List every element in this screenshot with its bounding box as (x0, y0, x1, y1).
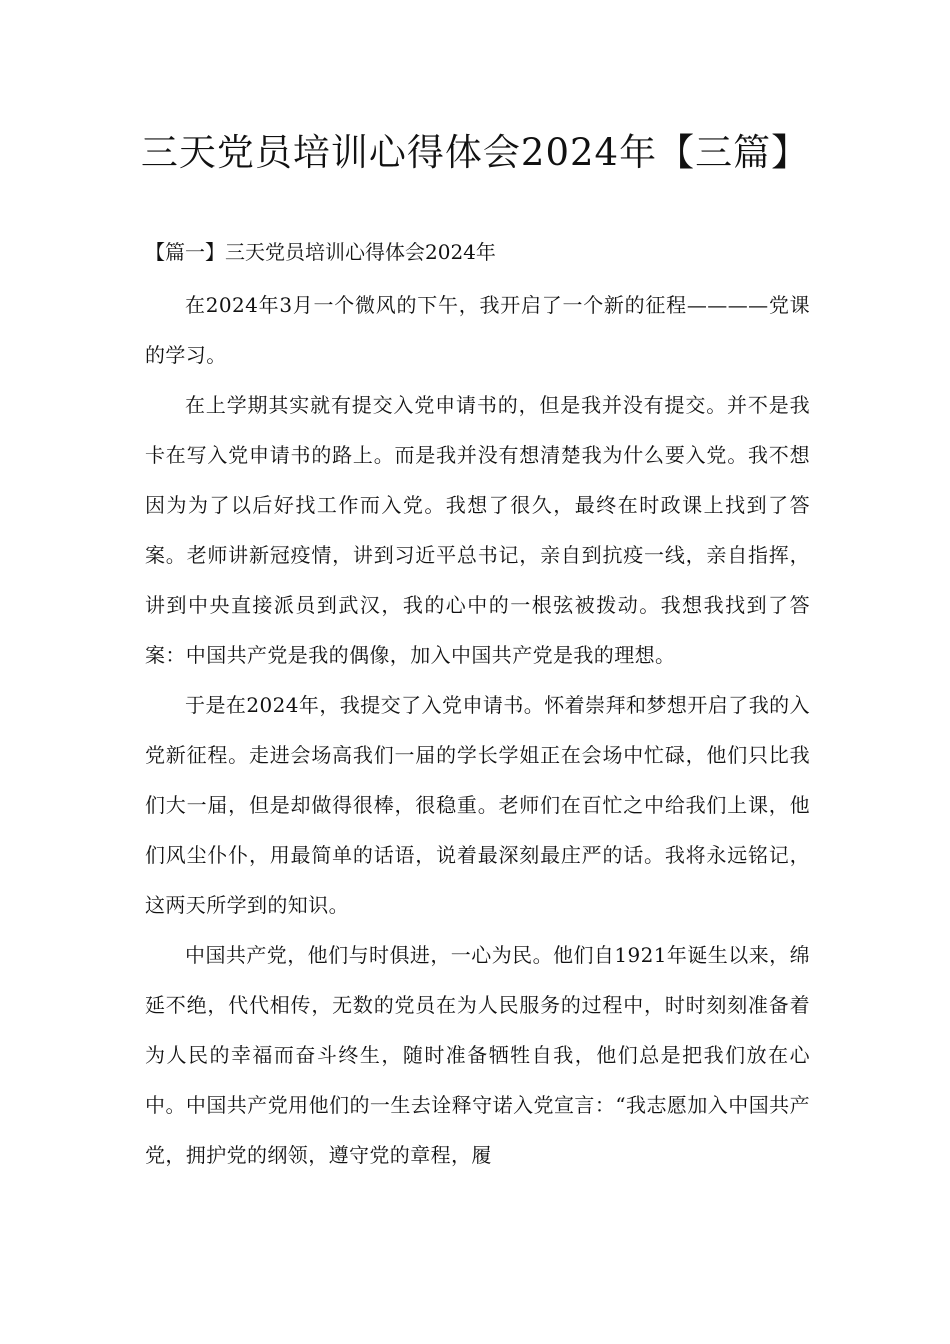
paragraph: 在2024年3月一个微风的下午，我开启了一个新的征程————党课的学习。 (145, 293, 810, 367)
document-title: 三天党员培训心得体会2024年【三篇】 (140, 131, 810, 174)
paragraph: 于是在2024年，我提交了入党申请书。怀着崇拜和梦想开启了我的入党新征程。走进会场高我们一届的学长学姐正在会场中忙碌，他们只比我们大一届，但是却做得很棒，很稳重。老师们在百忙之中给我们上课，他们风尘仆仆，用最简单的话语，说着最深刻最庄严的话。我将永远铭记，这两天所学到的知识。 (145, 693, 810, 917)
paragraph: 中国共产党，他们与时俱进，一心为民。他们自1921年诞生以来，绵延不绝，代代相传，无数的党员在为人民服务的过程中，时时刻刻准备着为人民的幸福而奋斗终生，随时准备牺牲自我，他们总是把我们放在心中。中国共产党用他们的一生去诠释守诺入党宣言：“我志愿加入中国共产党，拥护党的纲领，遵守党的章程，履 (145, 943, 810, 1167)
document-body (145, 280, 810, 1180)
paragraph: 在上学期其实就有提交入党申请书的，但是我并没有提交。并不是我卡在写入党申请书的路上。而是我并没有想清楚我为什么要入党。我不想因为为了以后好找工作而入党。我想了很久，最终在时政课上找到了答案。老师讲新冠疫情，讲到习近平总书记，亲自到抗疫一线，亲自指挥，讲到中央直接派员到武汉，我的心中的一根弦被拨动。我想我找到了答案：中国共产党是我的偶像，加入中国共产党是我的理想。 (145, 393, 810, 667)
section-heading: 【篇一】三天党员培训心得体会2024年 (145, 240, 496, 264)
